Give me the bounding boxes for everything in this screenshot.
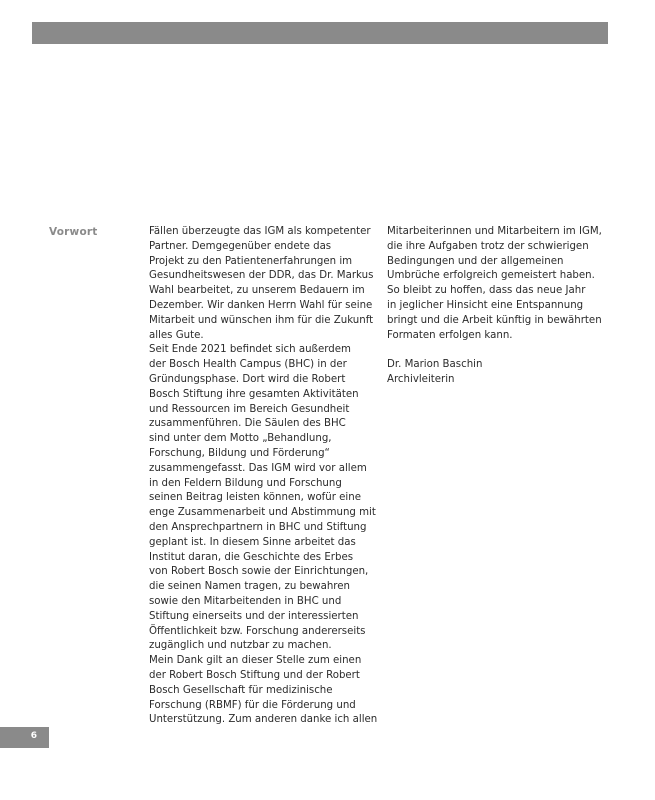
text-line: und Ressourcen im Bereich Gesundheit xyxy=(149,403,350,415)
text-line: Formaten erfolgen kann. xyxy=(387,329,513,341)
header-bar xyxy=(32,22,608,44)
text-line: bringt und die Arbeit künftig in bewährten xyxy=(387,314,602,326)
text-line: So bleibt zu hoffen, dass das neue Jahr xyxy=(387,285,586,297)
text-line: alles Gute. xyxy=(149,329,204,341)
page-number-tab xyxy=(0,727,49,748)
text-line: in den Feldern Bildung und Forschung xyxy=(149,477,342,489)
text-line: Forschung, Bildung und Förderung“ xyxy=(149,447,330,459)
text-line: Wahl bearbeitet, zu unserem Bedauern im xyxy=(149,285,365,297)
text-line: zusammengefasst. Das IGM wird vor allem xyxy=(149,462,367,474)
text-line: Partner. Demgegenüber endete das xyxy=(149,240,332,252)
section-label: Vorwort xyxy=(49,226,98,238)
text-line: der Bosch Health Campus (BHC) in der xyxy=(149,359,347,371)
text-line: Bosch Gesellschaft für medizinische xyxy=(149,684,333,696)
text-line: in jeglicher Hinsicht eine Entspannung xyxy=(387,299,584,311)
signature-name: Dr. Marion Baschin xyxy=(387,359,483,371)
text-line: Mitarbeit und wünschen ihm für die Zukunft xyxy=(149,314,374,326)
text-line: Umbrüche erfolgreich gemeistert haben. xyxy=(387,270,595,282)
text-line: geplant ist. In diesem Sinne arbeitet das xyxy=(149,536,356,548)
signature-title: Archivleiterin xyxy=(387,373,455,385)
closing-paragraph xyxy=(387,225,619,343)
body-text-right-column xyxy=(387,225,619,388)
text-line: Stiftung einerseits und der interessierten xyxy=(149,610,359,622)
spacer xyxy=(387,343,619,358)
text-line: zugänglich und nutzbar zu machen. xyxy=(149,640,332,652)
text-line: enge Zusammenarbeit und Abstimmung mit xyxy=(149,507,376,519)
text-line: die seinen Namen tragen, zu bewahren xyxy=(149,581,350,593)
text-line: Mein Dank gilt an dieser Stelle zum einen xyxy=(149,655,362,667)
text-line: Forschung (RBMF) für die Förderung und xyxy=(149,699,356,711)
text-line: der Robert Bosch Stiftung und der Robert xyxy=(149,669,360,681)
text-line: Gründungsphase. Dort wird die Robert xyxy=(149,373,346,385)
text-line: von Robert Bosch sowie der Einrichtungen, xyxy=(149,566,369,578)
text-line: sind unter dem Motto „Behandlung, xyxy=(149,433,332,445)
text-line: sowie den Mitarbeitenden in BHC und xyxy=(149,595,342,607)
text-line: zusammenführen. Die Säulen des BHC xyxy=(149,418,346,430)
text-line: Projekt zu den Patientenerfahrungen im xyxy=(149,255,353,267)
text-line: seinen Beitrag leisten können, wofür eine xyxy=(149,492,361,504)
text-line: Mitarbeiterinnen und Mitarbeitern im IGM, xyxy=(387,226,602,237)
text-line: Unterstützung. Zum anderen danke ich allen xyxy=(149,714,378,726)
text-line: Bosch Stiftung ihre gesamten Aktivitäten xyxy=(149,388,359,400)
text-line: den Ansprechpartnern in BHC und Stiftung xyxy=(149,521,367,533)
text-line: Gesundheitswesen der DDR, das Dr. Markus xyxy=(149,270,374,282)
page-number: 6 xyxy=(30,731,37,741)
text-line: Dezember. Wir danken Herrn Wahl für seine xyxy=(149,299,373,311)
text-line: die ihre Aufgaben trotz der schwierigen xyxy=(387,240,589,252)
body-text-left-column xyxy=(149,225,381,728)
text-line: Fällen überzeugte das IGM als kompetenter xyxy=(149,226,371,237)
text-line: Institut daran, die Geschichte des Erbes xyxy=(149,551,354,563)
text-line: Seit Ende 2021 befindet sich außerdem xyxy=(149,344,351,356)
text-line: Öffentlichkeit bzw. Forschung andererseits xyxy=(149,625,366,637)
text-line: Bedingungen und der allgemeinen xyxy=(387,255,564,267)
